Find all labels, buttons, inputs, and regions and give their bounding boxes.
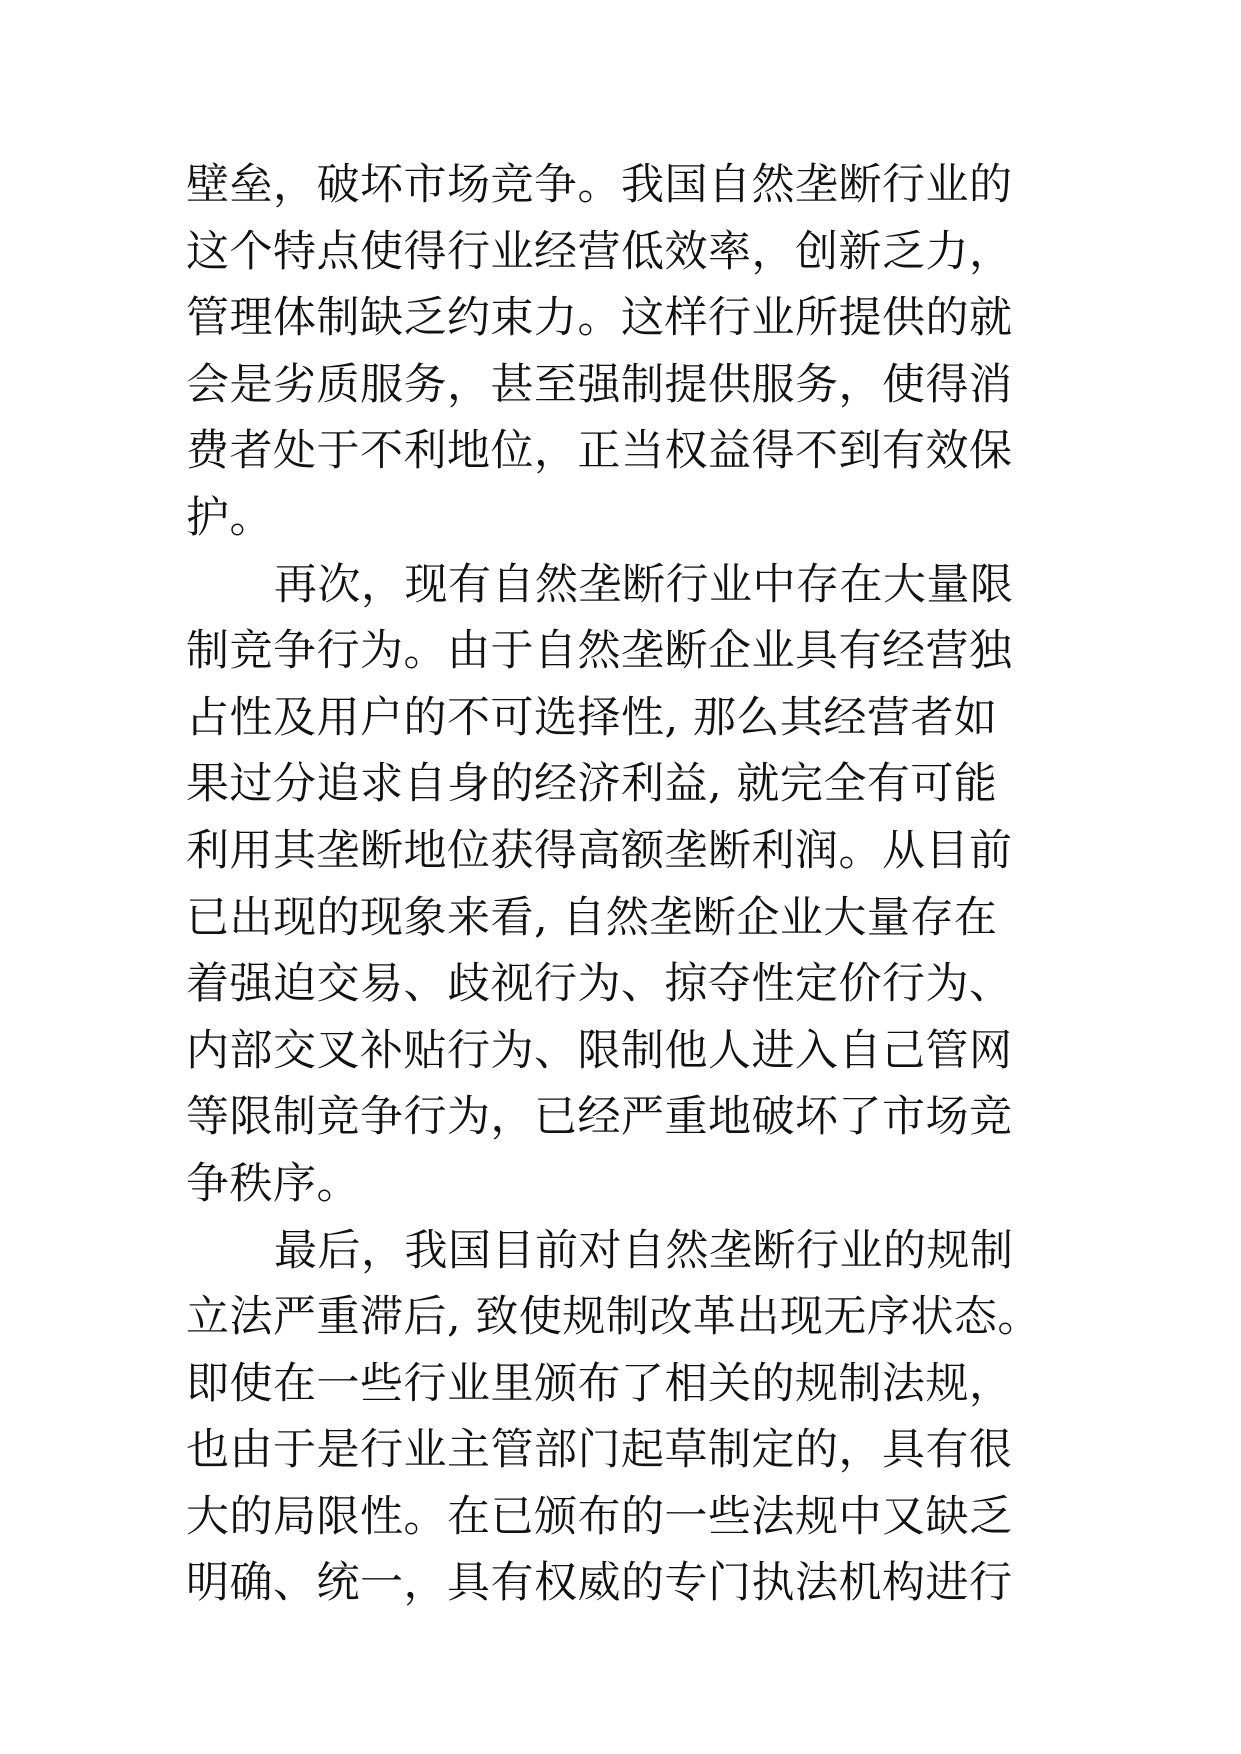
body-text [186, 152, 1086, 1617]
text-line: 管理体制缺乏约束力。这样行业所提供的就 [186, 293, 1013, 344]
text-line: 护。 [186, 492, 273, 543]
text-line: 利用其垄断地位获得高额垄断利润。从目前 [186, 825, 1013, 876]
text-line: 即使在一些行业里颁布了相关的规制法规， [186, 1358, 1013, 1409]
text-line: 果过分追求自身的经济利益, 就完全有可能 [186, 759, 998, 810]
text-line: 壁垒，破坏市场竞争。我国自然垄断行业的 [186, 160, 1013, 210]
text-line: 占性及用户的不可选择性, 那么其经营者如 [186, 692, 998, 743]
paragraph-start-line: 最后，我国目前对自然垄断行业的规制 [274, 1225, 1014, 1276]
text-line: 制竞争行为。由于自然垄断企业具有经营独 [186, 626, 1013, 677]
text-line: 立法严重滞后, 致使规制改革出现无序状态。 [186, 1292, 1041, 1343]
text-line: 会是劣质服务，甚至强制提供服务，使得消 [186, 359, 1013, 410]
text-line: 这个特点使得行业经营低效率，创新乏力， [186, 226, 1013, 277]
text-line: 费者处于不利地位，正当权益得不到有效保 [186, 426, 1013, 477]
text-line: 大的局限性。在已颁布的一些法规中又缺乏 [186, 1491, 1013, 1542]
text-line: 也由于是行业主管部门起草制定的，具有很 [186, 1425, 1013, 1476]
text-line: 明确、统一，具有权威的专门执法机构进行 [186, 1558, 1013, 1609]
text-line: 争秩序。 [186, 1158, 360, 1209]
paragraph-start-line: 再次，现有自然垄断行业中存在大量限 [274, 559, 1014, 610]
text-line: 内部交叉补贴行为、限制他人进入自己管网 [186, 1025, 1013, 1076]
text-line: 已出现的现象来看, 自然垄断企业大量存在 [186, 892, 998, 943]
text-line: 着强迫交易、歧视行为、掠夺性定价行为、 [186, 959, 1013, 1010]
text-line: 等限制竞争行为，已经严重地破坏了市场竞 [186, 1092, 1013, 1143]
